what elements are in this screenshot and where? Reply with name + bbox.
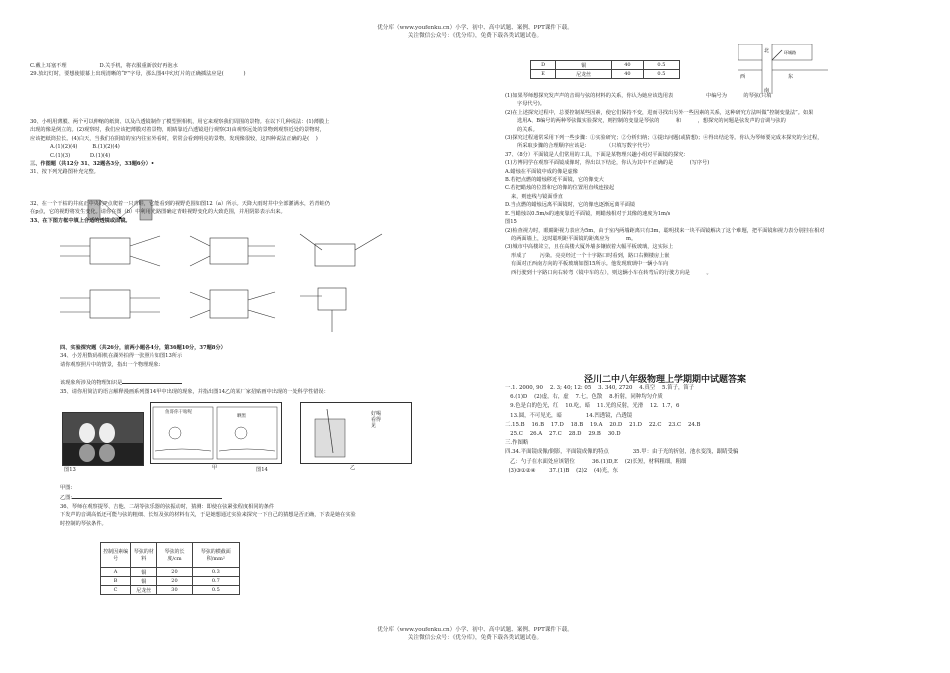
section-4-heading: 四、实验探究题（共26分，前两小题各4分，第36题10分，37题8分） [60,345,226,351]
table-cell: 尼龙丝 [556,70,612,79]
cartoon-bubble-b: 晒黑 [237,414,246,419]
q37-option-b: B.若把点燃的蜡烛移近平面镜，它的像变大 [505,177,604,184]
q36-part2-line-2: 选用A、B编号的两种琴弦做实验探究，则控制的变量是琴弦的 和 ，想探究的问题是弦发声的音调与弦的 [517,118,786,125]
q37-heading: 37、（8分）平面镜是人们常用的工具，下面是某物理兴趣小组对平面镜的探究： [505,151,689,158]
table-header-row [101,543,240,568]
mirror-box-6 [300,288,346,332]
q37-option-e: E.当蜡烛以0.5m/s的速度靠近平面镜，则蜡烛相对于其像的速度为1m/s [505,210,671,217]
answer-line: 三.作图略 [505,440,529,447]
section-3-heading: 三、作图题（共12分 31、32题各3分，33题6分）• [30,161,155,168]
table-cell: 0.7 [192,577,239,586]
figure-15-intersection-map [738,44,828,94]
q30-line-3: 应该把纸筒拉长。(4)白天，当我们在阴暗的室内往室外看时，常常会看到明亮的景物，发现像很较，这四种说法正确的是( ) [30,135,318,142]
q36-part3-line-1: (3)探究过程通常采用下列一些步骤：①实验研究；②分析归纳；③提出问题(或猜想)；④得出结论等。你认为琴师要完成本探究的全过程， [505,135,823,142]
map-label-south: 南 [764,88,770,94]
table-row [101,568,240,577]
q32-line-1: 32、在一个干枯的井底正中央的P点爬着一只青蛙，它能看到的视野范围如图12（a）所示。天降大雨时井中全部灌满水，若青蛙仍 [30,201,330,207]
table-row [101,586,240,595]
q37-part3-line-2: 形成了 污染。亮亮经过一个十字路口时看到，路口右侧楼房上嵌 [511,252,670,259]
bear-body-2 [99,423,115,443]
table-header-cell: 琴弦的长度/cm [157,543,192,568]
table-cell: 40 [612,70,644,79]
answer-line: 9.色是白的色光，红 10.吃，暗 11.光的反射，光滑 12. 1.7，6 [505,403,680,410]
table-cell: 20 [157,568,192,577]
table-cell: 0.3 [192,568,239,577]
q29-text: 29.放幻灯时，要想使银幕上出现清晰的“F”字母，那么图4中幻灯片的正确插法应是( ) [30,71,246,78]
lens-box-4 [60,290,160,318]
table-cell: C [101,586,131,595]
q36-part2-line-1: (2)在上述探究过程中，总要控制某些因素，使它们保持不变，进而寻找出另外一些因素的关系，这种研究方法叫做“控制变量法”。如果 [505,109,814,116]
answer-line: 乙：勺子在水面处应该错位 36.(1)D,E (2)长短，材料粗细，粗细 [505,458,687,465]
q35-text: 35、请你用简洁的语言解释漫画系列图14甲中出现的现象，并指出图14乙的某厂家招贴画中出现的一处科学性错误： [60,388,329,395]
table-row [531,70,680,79]
table-cell: 0.5 [192,586,239,595]
q34-line-1: 34、小芳用数码相机在湖外拍得一张照片如图13所示 [60,353,183,360]
map-label-west: 西 [740,74,746,80]
q36-part3-line-2: 所采取步骤的合理顺序应该是: （只填写数字代号） [517,143,653,150]
figure-14-label: 图14 [256,467,268,473]
q36-part1-line-2: 字母代号)。 [517,101,545,108]
left-column [30,62,480,79]
table-cell: E [531,70,556,79]
q37-part1: (1)方博同学在观察平面镜成像时，得出以下结论，你认为其中不正确的是 (写序号) [505,160,710,167]
page-header [0,24,950,40]
cartoon-bubble-a: 鱼哥你干啥呢 [165,410,192,415]
table-header-cell: 控制因素编号 [101,543,131,568]
table-cell: D [531,61,556,70]
map-label-road: 环城路 [784,50,796,55]
q37-part2-line-1: (2)检查视力时，眼睛距视力表应为5m，由于室内两墙距离只有3m，聪明找来一块平面镜解决了这个难题，把平面镜和视力表分别挂在相对 [505,227,825,234]
q34-line-2: 请你观察照片中的情景，指出一个物理现象: [60,361,161,368]
answer-line: (3)③①②④ 37.(1)B (2)2 (4)光，东 [505,467,618,474]
glass-jar [315,419,345,457]
table-header-cell: 琴弦的横截面积/mm² [192,543,239,568]
q36-part1-line-1: (1)如果琴师想探究发声声的音调与弦的材料的关系，你认为她应该选用表 中编号为 的琴弦(只填 [505,93,772,99]
answer-line: 一.1. 2000, 90 2. 3; 40; 12: 05 3. 340, 2720 4.真空 5.笛子，笛子 [505,385,695,391]
footer-line-1: 优分库（www.youfenku.cn）小学、初中、高中试题、案例、PPT课件下载。 [377,627,573,633]
q35-answer-a: 甲图: [60,485,73,491]
cartoon-water [155,449,275,451]
table-cell: 40 [612,61,644,70]
header-line-2: 关注微信公众号：《优分库》，免费下载各类试题试卷。 [407,33,543,39]
cartoon-person-2 [235,427,247,439]
right-column-q36 [505,92,925,277]
q37-part3-line-4: 西行驶到十字路口向右转弯（镜中车的左），则这辆小车在转弯后的行驶方向是 。 [511,269,712,276]
figure-14a-cartoon [150,402,282,464]
map-label-east: 东 [788,74,794,80]
q31-text: 31、按下列光路图补充完整。 [30,169,99,176]
q30-option-cd: C.(1)(3) D.(1)(4) [50,152,111,159]
answer-key-title: 泾川二中八年级物理上学期期中试题答案 [583,375,746,385]
mirror-box-3 [300,234,382,266]
q36-table-continued [530,60,680,79]
q36-line-1: 36、琴师在观察提琴、吉他、二胡等弦乐器的弦振动时，猜测：即使在弦紧张程度相同的条件 [60,503,275,510]
table-cell: B [101,577,131,586]
q37-option-c: C.若把蜡烛的位置和它的像的位置用直线连接起 [505,185,615,192]
q36-line-2: 下发声的音调高低还可能与弦的粗细、长短及弦的材料有关，于是她想通过实验来探究一下自己的猜想是否正确，下表是她在实验 [60,512,356,519]
figure-13-photo [62,412,144,466]
q28-options: C.戴上耳塞不理 D.关手机，将衣服重新放好再泡水 [30,63,178,69]
q37-option-d: D.当点燃的蜡烛远离平面镜时，它的像也逐渐远离平面镜 [505,202,636,209]
answer-line: 二.15.B 16.B 17.D 18.B 19.A 20.D 21.D 22.C 23.C 24.B [505,421,701,428]
q37-option-c-cont: 来，则连线与镜面垂直 [511,193,563,200]
q36-line-3: 时控制的琴弦条件。 [60,520,107,527]
table-cell: 铜 [556,61,612,70]
q37-option-a: A.蜡烛在平面镜中成的像是虚像 [505,168,578,175]
table-cell: A [101,568,131,577]
footer-line-2: 关注微信公众号：《优分库》，免费下载各类试题试卷。 [407,635,543,641]
q37-part3-line-1: (3)城市中高楼耸立，且在高楼大厦外墙多镶嵌着大幅平板玻璃，这实际上 [505,244,674,251]
cartoon-person-1 [169,427,181,439]
table-cell: 20 [157,577,192,586]
q33-text: 33、在下图方框中填上合适的透镜或面镜。 [30,217,131,224]
q30-line-1: 30、小明用薄膜、两个可以伸缩的纸筒、以及凸透镜制作了模型照相机，用它来观察我们周围的景物。在以下几种说法：(1)薄膜上 [30,119,330,125]
page-footer [0,626,950,642]
lens-box-2 [190,236,275,266]
q30-block [30,118,480,177]
q35-answer-block [60,484,480,528]
bear-body-1 [79,423,95,443]
q30-option-ab: A.(1)(2)(4) B.(1)(2)(4) [50,144,120,151]
lens-box-5 [190,290,275,318]
answer-line: 6.(1)D (2)虚，右，虚 7.七，色散 8.折射，同种均匀介质 [505,394,663,401]
figure-14c-poster [300,402,412,464]
q30-line-2: 出现的像是倒立的。(2)观察时，我们应该把薄膜对着景物，眼睛靠近凸透镜进行观察(3)由观察远处的景物到观察近处的景物时， [30,127,325,134]
bear-reflection-2 [99,444,115,462]
q37-part3-line-3: 有面对正西南方向的平板玻璃如图15所示。他发现玻璃中一辆小车向 [511,261,669,268]
q35-answer-b: 乙图: [60,492,480,502]
q32-block [30,200,480,225]
figure-14a-label: 甲 [212,465,218,471]
table-header-cell: 琴弦的材料 [131,543,157,568]
lens-box-1 [60,236,160,266]
answer-line: 13.圆，不可见光，暗 14.凹透镜，凸透镜 [505,412,633,419]
poster-caption: 好喝看得见 [371,411,382,429]
figure-15-label: 图15 [505,219,517,226]
table-cell: 铜 [131,577,157,586]
building-nw [738,44,762,60]
figure-13-label: 图13 [64,467,76,473]
q32-line-2: 在p点，它的视野将发生变化。请你在图（b）中利用光路图确定青蛙视野变化的大致范围，并用阴影表示出来。 [30,209,286,216]
header-line-1: 优分库（www.youfenku.cn）小学、初中、高中试题、案例、PPT课件下载。 [377,25,573,31]
q36-part2-line-3: 的关系。 [517,126,538,133]
table-cell: 铜 [131,568,157,577]
table-cell: 0.5 [643,70,679,79]
bear-reflection-1 [79,444,95,462]
table-row [531,61,680,70]
answer-line: 四.34.平面镜成像/倒影，平面镜成像的特点 35.甲：由于光的折射，池水变浅，跟睛受骗 [505,449,739,456]
answer-line: 25.C 26.A 27.C 28.D 29.B 30.D [505,431,621,438]
table-row [101,577,240,586]
table-cell: 尼龙丝 [131,586,157,595]
figure-14c-label: 乙 [350,465,356,471]
q37-part2-line-2: 的两面墙上，这时聪明距平面镜的距离应为 m。 [511,235,637,242]
section-4-block [60,344,480,396]
q36-string-table [100,542,240,595]
q33-figures [60,232,390,342]
answer-key-block [505,384,925,476]
table-cell: 30 [157,586,192,595]
table-cell: 0.5 [643,61,679,70]
map-label-north: 北 [764,48,770,54]
q34-line-3: 该现象所涉及的物理知识是 [60,377,480,387]
